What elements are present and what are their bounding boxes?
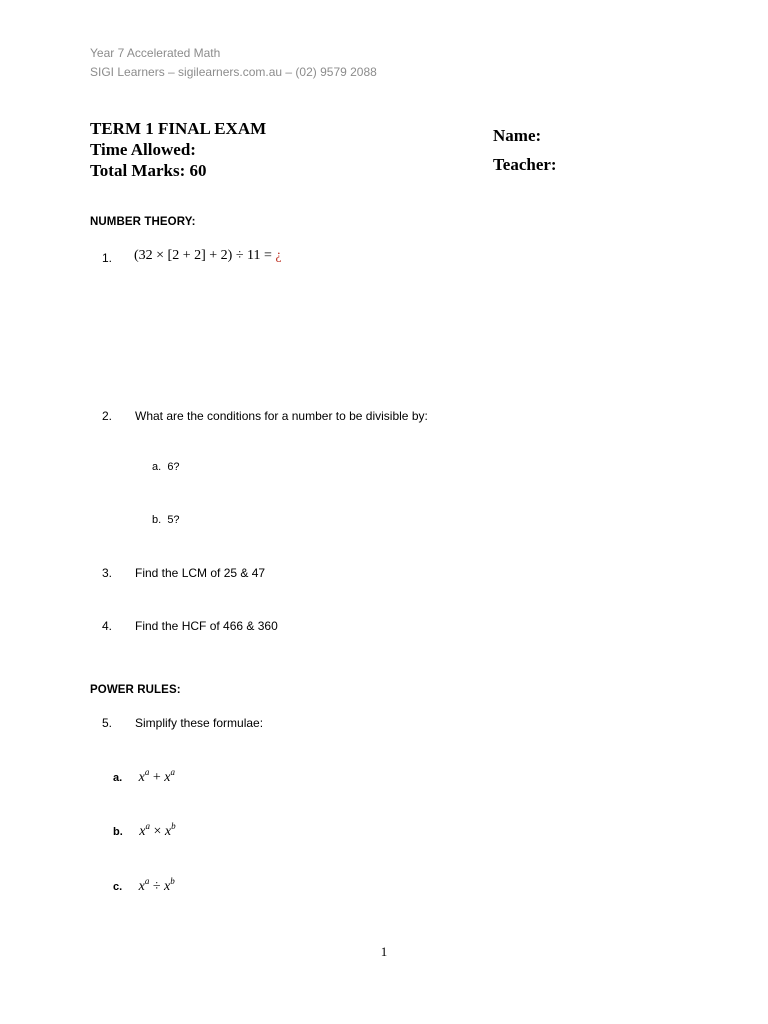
question-number: 2. [101, 409, 112, 423]
sub-label: b. [152, 514, 162, 526]
question-2 [92, 409, 592, 429]
sub-label: c. [113, 881, 123, 893]
question-5c [113, 877, 175, 895]
question-text: Simplify these formulae: [135, 716, 264, 730]
exponent: a [144, 876, 150, 886]
expression: (32 × [2 + 2] + 2) ÷ 11 = [134, 248, 272, 263]
formula-a [138, 767, 175, 785]
course-title: Year 7 Accelerated Math [90, 46, 221, 60]
time-allowed: Time Allowed: [90, 140, 196, 159]
contact-line: SIGI Learners – sigilearners.com.au – (02) 9579 2088 [90, 65, 377, 79]
question-2b [152, 514, 180, 526]
question-5 [92, 716, 492, 736]
base: x [139, 824, 146, 839]
total-marks: Total Marks: 60 [90, 161, 207, 180]
question-1 [92, 250, 492, 270]
student-info [493, 126, 557, 184]
exponent: a [145, 821, 150, 831]
page-number: 1 [380, 944, 388, 959]
exponent: b [170, 876, 175, 886]
question-text: Find the HCF of 466 & 360 [135, 619, 278, 633]
exam-title: TERM 1 FINAL EXAM [90, 119, 267, 138]
base: x [164, 879, 171, 894]
exponent: b [171, 821, 176, 831]
sub-label: b. [113, 826, 123, 838]
formula-c [138, 876, 175, 894]
operator: × [153, 824, 162, 839]
sub-label: a. [113, 772, 123, 784]
sub-label: a. [152, 461, 162, 473]
sub-text: 5? [167, 514, 180, 526]
question-3 [92, 566, 492, 586]
question-number: 3. [101, 566, 112, 580]
question-text: What are the conditions for a number to be divisible by: [135, 409, 428, 423]
operator: + [152, 770, 161, 785]
question-2a [152, 461, 180, 473]
name-label: Name: [493, 126, 542, 145]
question-number: 5. [101, 716, 112, 730]
question-5b [113, 822, 176, 840]
section-power-rules: POWER RULES: [90, 684, 181, 696]
question-4 [92, 619, 492, 639]
question-number: 4. [101, 619, 112, 633]
sub-text: 6? [167, 461, 180, 473]
exponent: a [170, 767, 175, 777]
operator: ÷ [152, 879, 161, 894]
question-5a [113, 768, 175, 786]
base: x [164, 824, 172, 839]
formula-b [139, 821, 176, 839]
question-text: Find the LCM of 25 & 47 [135, 566, 266, 580]
question-1-expression [134, 248, 282, 264]
section-number-theory: NUMBER THEORY: [90, 216, 196, 228]
exam-title-block [90, 118, 266, 181]
base: x [138, 770, 145, 785]
base: x [164, 770, 171, 785]
question-number: 1. [101, 251, 112, 265]
unknown-mark: ¿ [275, 248, 282, 263]
teacher-label: Teacher: [493, 155, 557, 174]
base: x [138, 879, 145, 894]
exponent: a [144, 767, 150, 777]
